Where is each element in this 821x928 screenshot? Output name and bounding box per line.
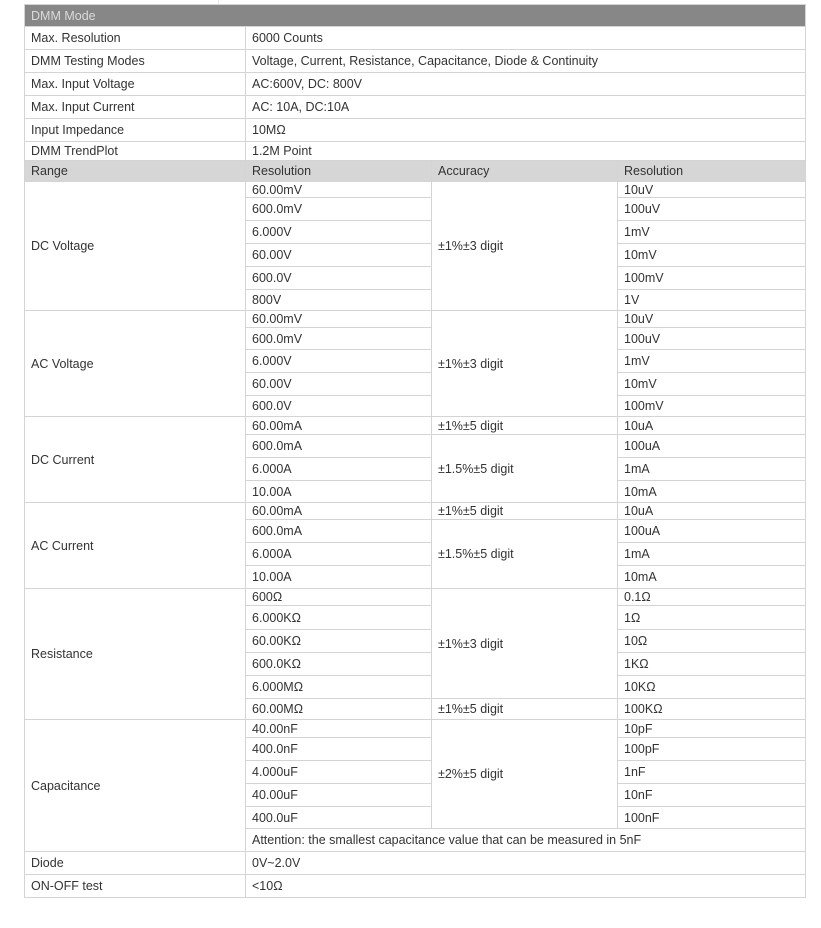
accuracy-value: ±1%±5 digit bbox=[432, 417, 618, 435]
spec-value: AC:600V, DC: 800V bbox=[246, 73, 806, 96]
resolution-value: 1mA bbox=[618, 543, 806, 566]
range-value: 800V bbox=[246, 290, 432, 311]
resolution-value: 1V bbox=[618, 290, 806, 311]
range-value: 600.0V bbox=[246, 396, 432, 417]
range-value: 6.000MΩ bbox=[246, 676, 432, 699]
footer-value: <10Ω bbox=[246, 875, 806, 898]
resolution-value: 10KΩ bbox=[618, 676, 806, 699]
range-value: 10.00A bbox=[246, 481, 432, 503]
group-name: Resistance bbox=[25, 589, 246, 720]
range-value: 60.00V bbox=[246, 244, 432, 267]
spec-row bbox=[25, 50, 806, 73]
resolution-value: 100pF bbox=[618, 738, 806, 761]
table-title: DMM Mode bbox=[25, 5, 806, 27]
resolution-value: 100mV bbox=[618, 267, 806, 290]
footer-label: Diode bbox=[25, 852, 246, 875]
spec-value: 10MΩ bbox=[246, 119, 806, 142]
header-range: Range bbox=[25, 161, 246, 182]
spec-row bbox=[25, 142, 806, 161]
resolution-value: 10Ω bbox=[618, 630, 806, 653]
range-value: 6.000A bbox=[246, 543, 432, 566]
group-name: AC Current bbox=[25, 503, 246, 589]
range-value: 600.0mA bbox=[246, 520, 432, 543]
spec-label: DMM Testing Modes bbox=[25, 50, 246, 73]
spec-value: AC: 10A, DC:10A bbox=[246, 96, 806, 119]
range-value: 60.00MΩ bbox=[246, 699, 432, 720]
spec-label: Max. Resolution bbox=[25, 27, 246, 50]
spec-row bbox=[25, 96, 806, 119]
resolution-value: 10mV bbox=[618, 373, 806, 396]
range-value: 60.00mA bbox=[246, 417, 432, 435]
title-row bbox=[25, 5, 806, 27]
group-name: DC Voltage bbox=[25, 182, 246, 311]
resolution-value: 10uA bbox=[618, 503, 806, 520]
spec-value: Voltage, Current, Resistance, Capacitance, Diode & Continuity bbox=[246, 50, 806, 73]
header-accuracy: Accuracy bbox=[432, 161, 618, 182]
resolution-value: 1KΩ bbox=[618, 653, 806, 676]
range-value: 6.000V bbox=[246, 350, 432, 373]
range-value: 60.00V bbox=[246, 373, 432, 396]
range-value: 600.0mA bbox=[246, 435, 432, 458]
measurement-row bbox=[25, 503, 806, 520]
range-value: 6.000V bbox=[246, 221, 432, 244]
header-resolution-2: Resolution bbox=[618, 161, 806, 182]
range-value: 60.00KΩ bbox=[246, 630, 432, 653]
resolution-value: 10nF bbox=[618, 784, 806, 807]
range-value: 10.00A bbox=[246, 566, 432, 589]
resolution-value: 100mV bbox=[618, 396, 806, 417]
header-resolution: Resolution bbox=[246, 161, 432, 182]
range-value: 6.000KΩ bbox=[246, 606, 432, 630]
accuracy-value: ±1%±3 digit bbox=[432, 182, 618, 311]
resolution-value: 10uA bbox=[618, 417, 806, 435]
accuracy-value: ±1%±5 digit bbox=[432, 503, 618, 520]
group-name: AC Voltage bbox=[25, 311, 246, 417]
resolution-value: 1nF bbox=[618, 761, 806, 784]
measurement-row bbox=[25, 589, 806, 606]
resolution-value: 10mA bbox=[618, 481, 806, 503]
dmm-spec-table bbox=[24, 4, 806, 898]
footer-row bbox=[25, 875, 806, 898]
resolution-value: 1Ω bbox=[618, 606, 806, 630]
group-name: DC Current bbox=[25, 417, 246, 503]
spec-label: Max. Input Current bbox=[25, 96, 246, 119]
accuracy-value: ±1%±3 digit bbox=[432, 311, 618, 417]
resolution-value: 10uV bbox=[618, 182, 806, 198]
range-value: 60.00mV bbox=[246, 182, 432, 198]
spec-row bbox=[25, 73, 806, 96]
group-name: Capacitance bbox=[25, 720, 246, 852]
range-value: 4.000uF bbox=[246, 761, 432, 784]
resolution-value: 10pF bbox=[618, 720, 806, 738]
spec-row bbox=[25, 27, 806, 50]
column-header-row bbox=[25, 161, 806, 182]
accuracy-value: ±1.5%±5 digit bbox=[432, 435, 618, 503]
footer-label: ON-OFF test bbox=[25, 875, 246, 898]
resolution-value: 10mV bbox=[618, 244, 806, 267]
resolution-value: 10uV bbox=[618, 311, 806, 328]
resolution-value: 100nF bbox=[618, 807, 806, 829]
resolution-value: 10mA bbox=[618, 566, 806, 589]
footer-value: 0V~2.0V bbox=[246, 852, 806, 875]
range-value: 60.00mV bbox=[246, 311, 432, 328]
resolution-value: 100KΩ bbox=[618, 699, 806, 720]
range-value: 400.0nF bbox=[246, 738, 432, 761]
resolution-value: 100uA bbox=[618, 435, 806, 458]
range-value: 600.0mV bbox=[246, 328, 432, 350]
spec-value: 6000 Counts bbox=[246, 27, 806, 50]
accuracy-value: ±1.5%±5 digit bbox=[432, 520, 618, 589]
measurement-row bbox=[25, 720, 806, 738]
resolution-value: 0.1Ω bbox=[618, 589, 806, 606]
footer-row bbox=[25, 852, 806, 875]
range-value: 600.0mV bbox=[246, 198, 432, 221]
range-value: 6.000A bbox=[246, 458, 432, 481]
spec-value: 1.2M Point bbox=[246, 142, 806, 161]
resolution-value: 1mV bbox=[618, 221, 806, 244]
resolution-value: 1mV bbox=[618, 350, 806, 373]
range-value: 600.0KΩ bbox=[246, 653, 432, 676]
range-value: 40.00nF bbox=[246, 720, 432, 738]
range-value: 60.00mA bbox=[246, 503, 432, 520]
spec-label: Input Impedance bbox=[25, 119, 246, 142]
dmm-spec-table-body bbox=[25, 5, 806, 898]
resolution-value: 1mA bbox=[618, 458, 806, 481]
spec-row bbox=[25, 119, 806, 142]
spec-label: Max. Input Voltage bbox=[25, 73, 246, 96]
range-value: 40.00uF bbox=[246, 784, 432, 807]
range-value: 600.0V bbox=[246, 267, 432, 290]
capacitance-note: Attention: the smallest capacitance value that can be measured in 5nF bbox=[246, 829, 806, 852]
accuracy-value: ±1%±3 digit bbox=[432, 589, 618, 699]
accuracy-value: ±2%±5 digit bbox=[432, 720, 618, 829]
measurement-row bbox=[25, 417, 806, 435]
measurement-row bbox=[25, 311, 806, 328]
range-value: 400.0uF bbox=[246, 807, 432, 829]
resolution-value: 100uV bbox=[618, 328, 806, 350]
spec-label: DMM TrendPlot bbox=[25, 142, 246, 161]
accuracy-value: ±1%±5 digit bbox=[432, 699, 618, 720]
resolution-value: 100uV bbox=[618, 198, 806, 221]
resolution-value: 100uA bbox=[618, 520, 806, 543]
measurement-row bbox=[25, 182, 806, 198]
range-value: 600Ω bbox=[246, 589, 432, 606]
